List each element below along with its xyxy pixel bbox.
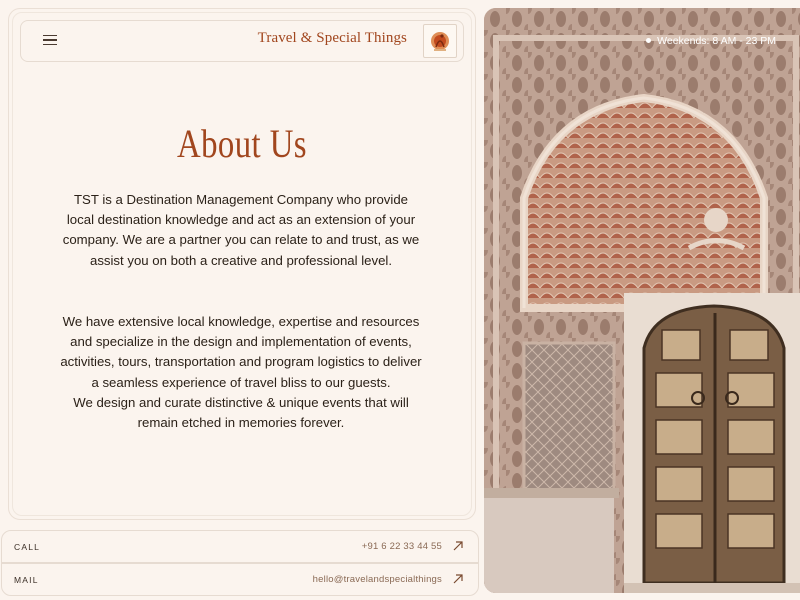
about-paragraph-1: TST is a Destination Management Company who provide local destination knowledge and act as an extension of your company. We are a partner you can relate to and trust, as we assist you on both a creative and professional level. bbox=[62, 192, 420, 268]
arrow-up-right-icon[interactable] bbox=[452, 540, 464, 552]
ornate-archway-image bbox=[484, 8, 800, 593]
hero-photo bbox=[484, 8, 800, 593]
call-label: CALL bbox=[14, 542, 41, 552]
about-paragraph-2a: We have extensive local knowledge, expertise and resources and specialize in the design and implementation of events, activities, tours, transportation and program logistics to deliver a seamless experience of travel bliss to our guests. bbox=[60, 314, 422, 390]
menu-icon[interactable] bbox=[43, 35, 57, 47]
brand-name[interactable]: Travel & Special Things bbox=[257, 30, 407, 46]
arrow-up-right-icon[interactable] bbox=[452, 573, 464, 585]
opening-hours-text: Weekends: 8 AM - 23 PM bbox=[657, 35, 776, 47]
hours-dot-icon bbox=[646, 38, 651, 43]
call-value[interactable]: +91 6 22 33 44 55 bbox=[361, 541, 442, 552]
peacock-logo-icon[interactable] bbox=[423, 24, 457, 58]
mail-value[interactable]: hello@travelandspecialthings bbox=[312, 574, 442, 585]
call-row[interactable] bbox=[1, 530, 479, 563]
about-paragraph-2b: We design and curate distinctive & unique events that will remain etched in memories forever. bbox=[73, 394, 409, 431]
opening-hours bbox=[646, 35, 776, 47]
page-title: About Us bbox=[177, 121, 307, 166]
top-bar bbox=[20, 20, 464, 62]
mail-row[interactable] bbox=[1, 563, 479, 596]
about-paragraph-2 bbox=[60, 312, 422, 433]
mail-label: MAIL bbox=[14, 575, 39, 585]
